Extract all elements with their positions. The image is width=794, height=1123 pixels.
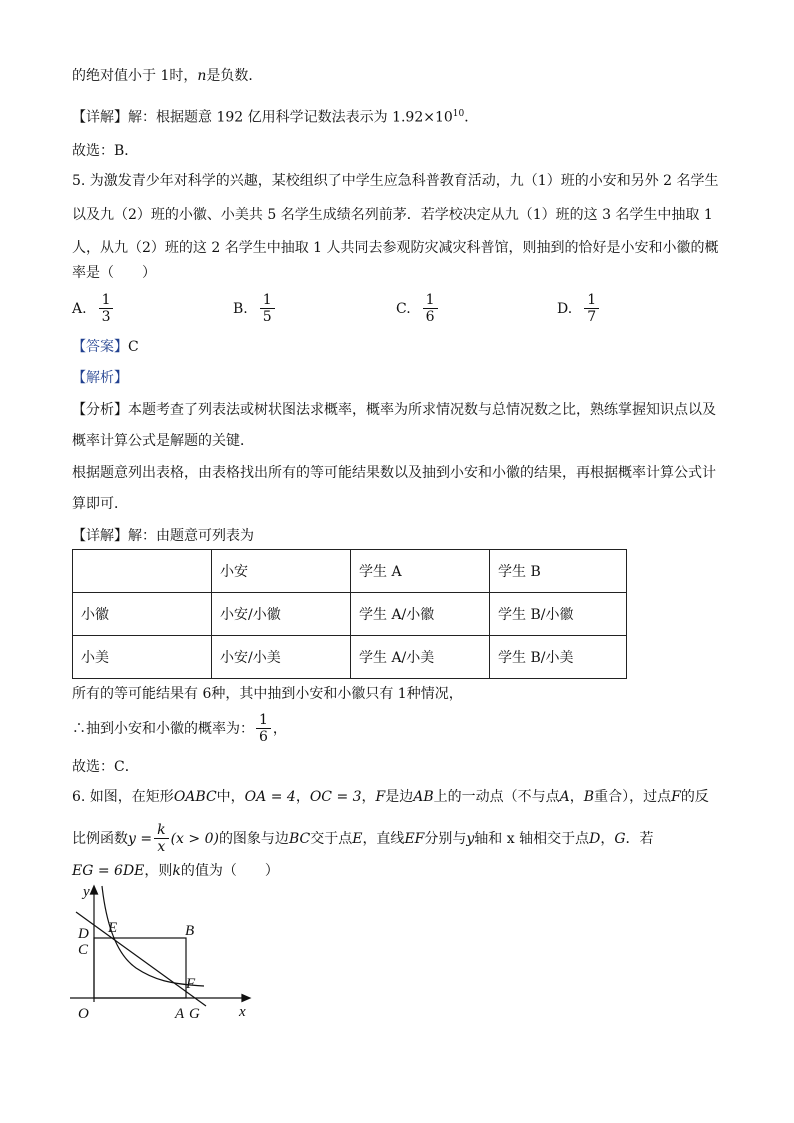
table-cell: 小徽	[73, 593, 212, 636]
option-label: C.	[396, 300, 411, 317]
fraction: $\frac{1}{6}$	[423, 292, 438, 325]
table-cell: 小安/小徽	[212, 593, 351, 636]
eq-oa: OA = 4	[244, 789, 296, 805]
outcome-table	[72, 549, 627, 679]
q5-line: 人，从九（2）班的这 2 名学生中抽取 1 人共同去参观防灾减灾科普馆，则抽到的恰好是小安和小徽的概	[72, 240, 719, 256]
table-cell: 小安/小美	[212, 636, 351, 679]
label-d: D	[78, 926, 89, 942]
analysis-line: 概率计算公式是解题的关键．	[72, 433, 254, 449]
q6-line: EG = 6DE，则k的值为（ ）	[72, 863, 279, 879]
table-row	[73, 636, 627, 679]
q5-line: 5. 为激发青少年对科学的兴趣，某校组织了中学生应急科普教育活动，九（1）班的小安和另外 2 名学生	[72, 173, 719, 189]
intro-text-end: 是负数．	[206, 68, 263, 84]
table-cell	[73, 550, 212, 593]
table-cell: 小美	[73, 636, 212, 679]
answer-line: 故选：B．	[72, 143, 139, 159]
fraction-k-over-x: $\frac{k}{x}$	[154, 822, 168, 855]
var-n: n	[197, 68, 207, 84]
analysis-line: 算即可．	[72, 496, 128, 512]
intro-line	[72, 66, 262, 86]
table-cell: 小安	[212, 550, 351, 593]
eq-oc: OC = 3	[309, 789, 362, 805]
q6-line: 比例函数 y = $\frac{k}{x}$ (x > 0) 的图象与边 BC 交于点 E ，直线 EF 分别与 y 轴和 x 轴相交于点 D ， G ．若	[72, 822, 654, 855]
rect-name: OABC	[173, 789, 217, 805]
geometry-figure	[66, 882, 266, 1027]
analysis-line: 根据题意列出表格，由表格找出所有的等可能结果数以及抽到小安和小徽的结果，再根据概率计算公式计	[72, 465, 716, 481]
probability-line	[72, 712, 287, 745]
table-cell: 学生 A/小徽	[351, 593, 490, 636]
label-y: y	[83, 884, 90, 900]
answer-row	[72, 337, 139, 357]
label-e: E	[108, 920, 118, 936]
fraction: $\frac{1}{7}$	[584, 292, 599, 325]
detail-text: 解：根据题意 192 亿用科学记数法表示为 1.92×10	[128, 109, 453, 126]
intro-text: 的绝对值小于 1时，	[72, 68, 198, 84]
label-f: F	[186, 976, 196, 992]
option-b[interactable]	[233, 292, 277, 325]
option-a[interactable]	[72, 292, 115, 325]
label-a: A	[175, 1006, 185, 1022]
analysis-line: 【分析】本题考查了列表法或树状图法求概率，概率为所求情况数与总情况数之比，熟练掌握知识点以及	[72, 402, 716, 418]
detail-tag: 【详解】	[72, 528, 128, 544]
x-axis-arrow	[242, 995, 250, 1002]
table-cell: 学生 B/小美	[490, 636, 627, 679]
answer-tag: 【答案】	[72, 339, 128, 355]
label-g: G	[189, 1006, 200, 1022]
q5-line: 以及九（2）班的小徽、小美共 5 名学生成绩名列前茅．若学校决定从九（1）班的这 3 名学生中抽取 1	[72, 207, 713, 223]
result-line: 所有的等可能结果有 6种，其中抽到小安和小徽只有 1种情况，	[72, 686, 463, 702]
label-c: C	[78, 942, 89, 958]
detail-end: ．	[464, 109, 479, 126]
label-o: O	[78, 1006, 89, 1022]
y-axis-arrow	[91, 886, 98, 894]
table-cell: 学生 B	[490, 550, 627, 593]
table-cell: 学生 A/小美	[351, 636, 490, 679]
table-cell: 学生 B/小徽	[490, 593, 627, 636]
answer-value: C	[128, 339, 139, 355]
detail-exponent: 10	[452, 109, 465, 119]
fraction: $\frac{1}{3}$	[99, 292, 114, 325]
detail-line	[72, 526, 254, 546]
option-d[interactable]	[557, 292, 601, 325]
option-label: B.	[233, 300, 248, 317]
table-cell: 学生 A	[351, 550, 490, 593]
detail-line	[72, 104, 478, 128]
prob-suffix: ，	[272, 720, 287, 737]
label-x: x	[239, 1004, 246, 1020]
table-header-row	[73, 550, 627, 593]
option-c[interactable]	[396, 292, 440, 325]
q6-line: 6. 如图，在矩形OABC中，OA = 4，OC = 3，F是边AB上的一动点（不与点A，B重合），过点F的反	[72, 789, 709, 805]
prob-prefix: ∴抽到小安和小徽的概率为：	[72, 720, 254, 737]
detail-tag: 【详解】	[72, 109, 128, 126]
label-b: B	[185, 923, 195, 939]
choose-line: 故选：C．	[72, 759, 139, 775]
table-row	[73, 593, 627, 636]
detail-text: 解：由题意可列表为	[128, 528, 254, 544]
rectangle-oabc	[94, 938, 186, 998]
fraction: $\frac{1}{5}$	[260, 292, 275, 325]
option-label: D.	[557, 300, 573, 317]
eq-eg: EG = 6DE	[72, 863, 145, 879]
option-label: A.	[72, 300, 87, 317]
analysis-tag: 【解析】	[72, 370, 128, 386]
q5-line: 率是（ ）	[72, 265, 156, 281]
fraction: $\frac{1}{6}$	[256, 712, 271, 745]
